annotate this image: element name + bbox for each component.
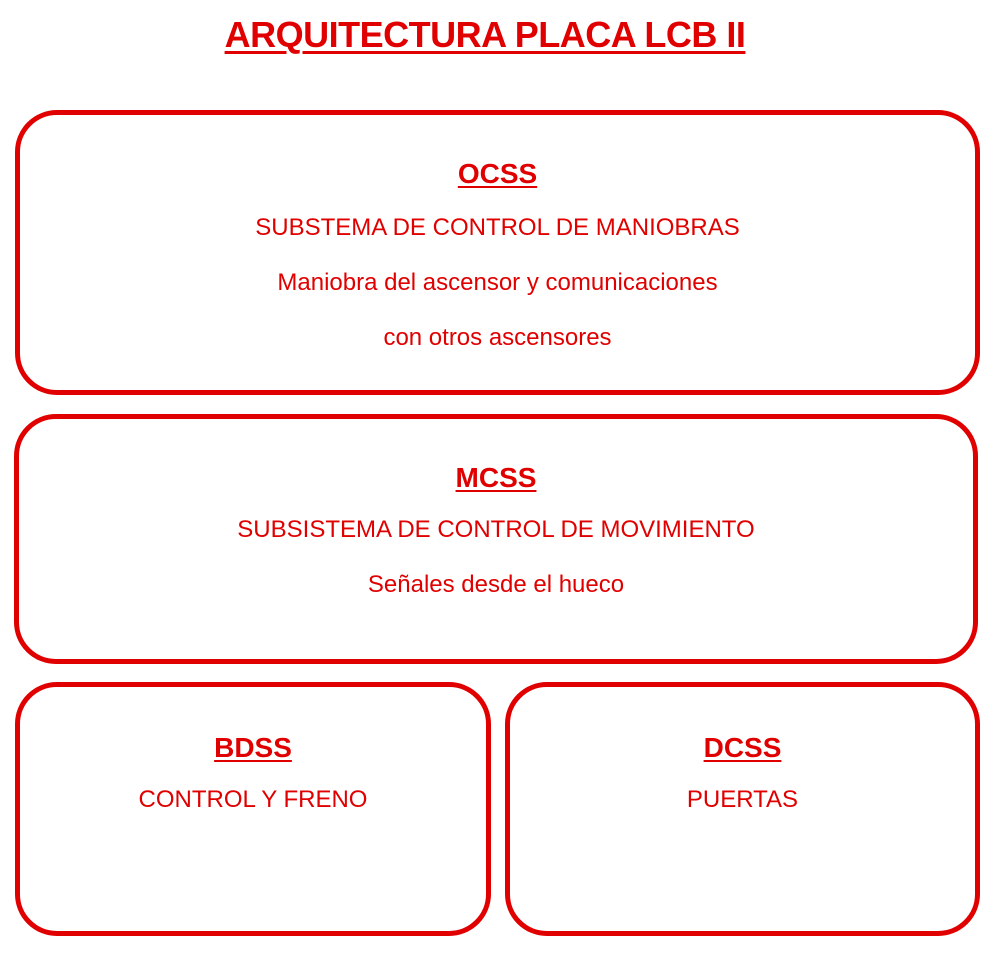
mcss-title: MCSS <box>455 462 537 493</box>
mcss-line-2: Señales desde el hueco <box>367 571 625 598</box>
ocss-line-1: SUBSTEMA DE CONTROL DE MANIOBRAS <box>255 214 740 241</box>
mcss-line-1: SUBSISTEMA DE CONTROL DE MOVIMIENTO <box>237 516 755 543</box>
ocss-line-2: Maniobra del ascensor y comunicaciones <box>277 269 718 296</box>
diagram-title: ARQUITECTURA PLACA LCB II <box>224 14 746 55</box>
ocss-line-3: con otros ascensores <box>383 324 612 351</box>
dcss-line-1: PUERTAS <box>686 786 799 813</box>
bdss-line-1: CONTROL Y FRENO <box>138 786 368 813</box>
mcss-box <box>14 414 978 664</box>
bdss-box <box>15 682 491 936</box>
bdss-title: BDSS <box>214 732 292 763</box>
ocss-box <box>15 110 980 395</box>
dcss-box <box>505 682 980 936</box>
ocss-title: OCSS <box>457 158 538 189</box>
dcss-title: DCSS <box>703 732 782 763</box>
